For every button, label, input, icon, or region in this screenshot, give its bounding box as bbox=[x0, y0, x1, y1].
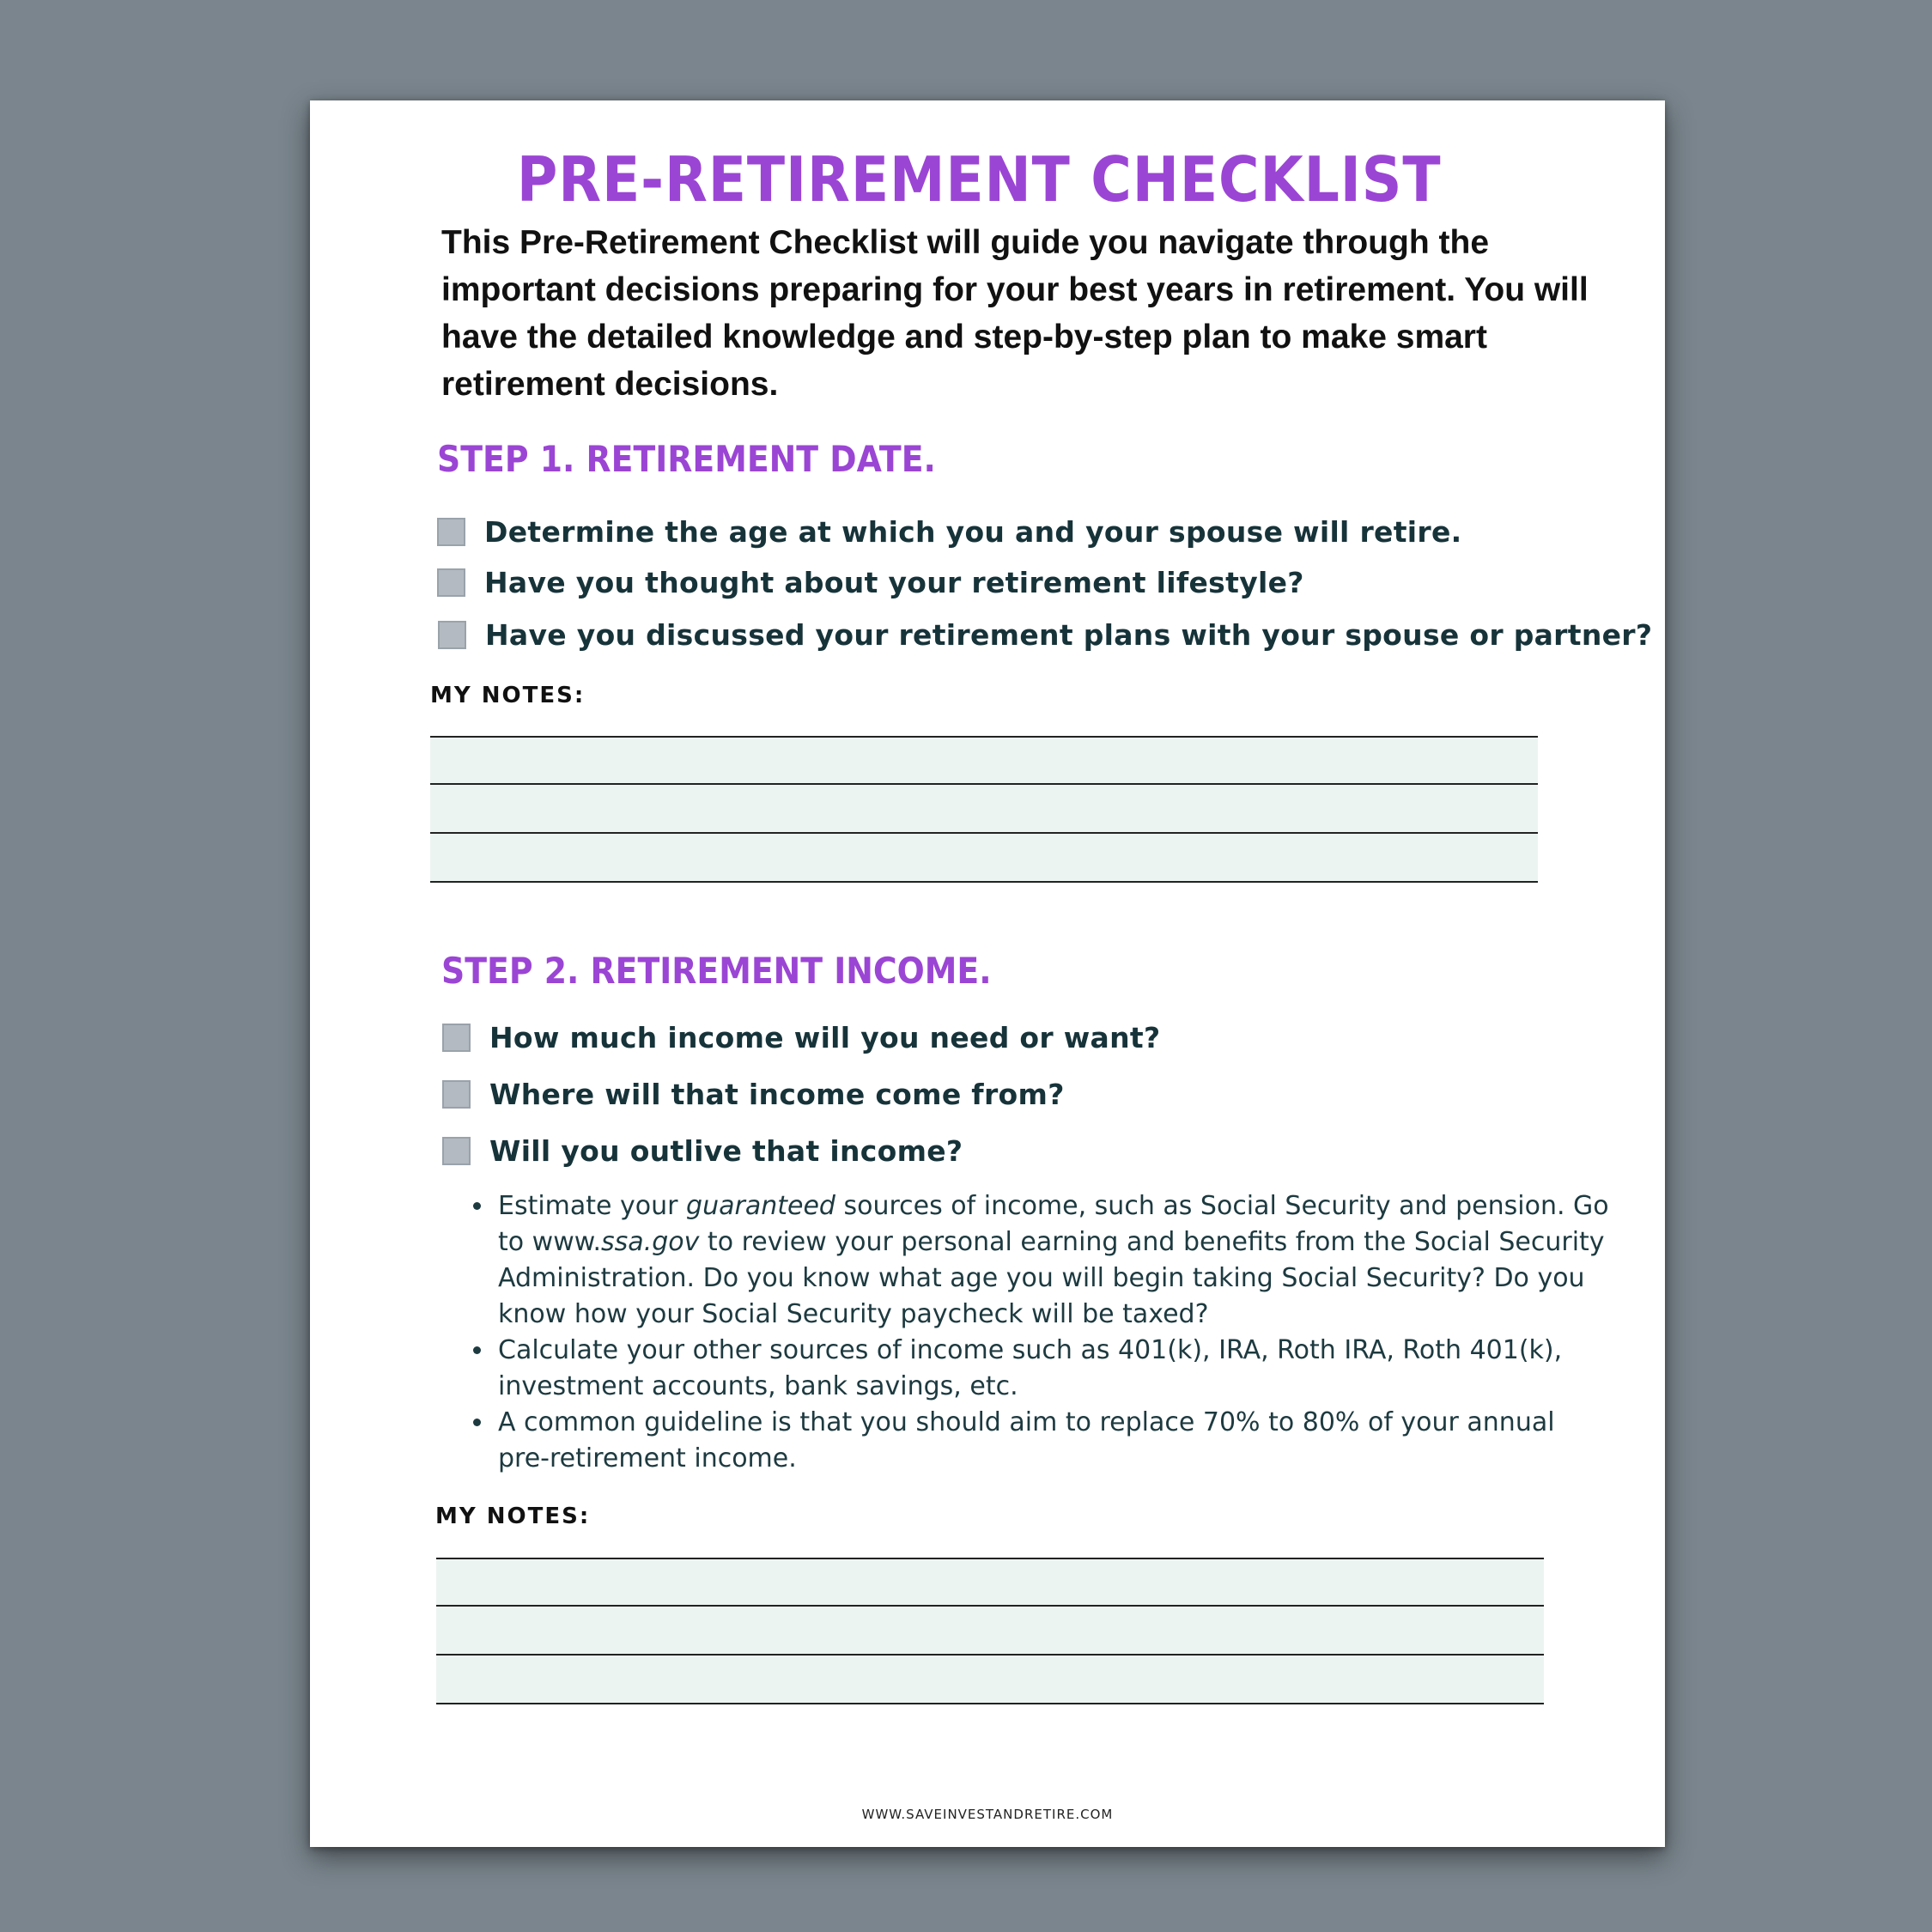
step1-heading: STEP 1. RETIREMENT DATE. bbox=[437, 438, 936, 480]
step1-item-age[interactable] bbox=[437, 515, 1462, 549]
checkbox[interactable] bbox=[442, 1024, 471, 1052]
notes-label: MY NOTES: bbox=[430, 683, 586, 708]
bullet-other-sources: • Calculate your other sources of income such as 401(k), IRA, Roth IRA, Roth 401(k), investment accounts, bank savings, etc. bbox=[495, 1333, 1611, 1405]
footer-website: WWW.SAVEINVESTANDRETIRE.COM bbox=[861, 1807, 1114, 1822]
item-label: Have you thought about your retirement lifestyle? bbox=[484, 566, 1304, 599]
bullet-guideline: • A common guideline is that you should aim to replace 70% to 80% of your annual pre-retirement income. bbox=[495, 1405, 1611, 1477]
step1-item-lifestyle[interactable] bbox=[437, 566, 1304, 599]
checklist-page bbox=[310, 100, 1665, 1847]
note-line[interactable] bbox=[436, 1656, 1544, 1704]
item-label: Determine the age at which you and your spouse will retire. bbox=[484, 515, 1462, 549]
item-label: How much income will you need or want? bbox=[489, 1021, 1161, 1054]
checkbox[interactable] bbox=[437, 518, 465, 546]
step2-item-source[interactable] bbox=[442, 1078, 1065, 1111]
note-line[interactable] bbox=[436, 1559, 1544, 1607]
income-bullet-list bbox=[465, 1188, 1611, 1477]
notes-area-step1[interactable] bbox=[430, 736, 1538, 883]
note-line[interactable] bbox=[430, 785, 1538, 834]
intro-paragraph: This Pre-Retirement Checklist will guide you navigate through the important decisions preparing for your best years in retirement. You will have the detailed knowledge and step-by-step plan to make smart retirement decisions. bbox=[441, 224, 1589, 403]
step2-heading: STEP 2. RETIREMENT INCOME. bbox=[441, 950, 992, 992]
note-line[interactable] bbox=[436, 1607, 1544, 1656]
note-line[interactable] bbox=[430, 738, 1538, 785]
item-label: Where will that income come from? bbox=[489, 1078, 1065, 1111]
item-label: Will you outlive that income? bbox=[489, 1134, 963, 1168]
checkbox[interactable] bbox=[438, 621, 466, 649]
checkbox[interactable] bbox=[442, 1080, 471, 1109]
note-line[interactable] bbox=[430, 834, 1538, 883]
notes-label: MY NOTES: bbox=[435, 1504, 591, 1529]
bullet-guaranteed-income: • Estimate your guaranteed sources of income, such as Social Security and pension. Go to www.ssa.gov to review your personal earning and benefits from the Social Security Administration. Do you know what age you will begin taking Social Security? Do you know how your Social Security paycheck will be taxed? bbox=[495, 1188, 1611, 1333]
step2-item-need[interactable] bbox=[442, 1021, 1160, 1054]
notes-area-step2[interactable] bbox=[436, 1558, 1544, 1704]
step2-item-outlive[interactable] bbox=[442, 1134, 963, 1168]
page-title: PRE-RETIREMENT CHECKLIST bbox=[516, 143, 1442, 216]
checkbox[interactable] bbox=[437, 568, 465, 597]
checkbox[interactable] bbox=[442, 1137, 471, 1165]
step1-item-discussed[interactable] bbox=[438, 618, 1652, 652]
item-label: Have you discussed your retirement plans with your spouse or partner? bbox=[485, 618, 1653, 652]
